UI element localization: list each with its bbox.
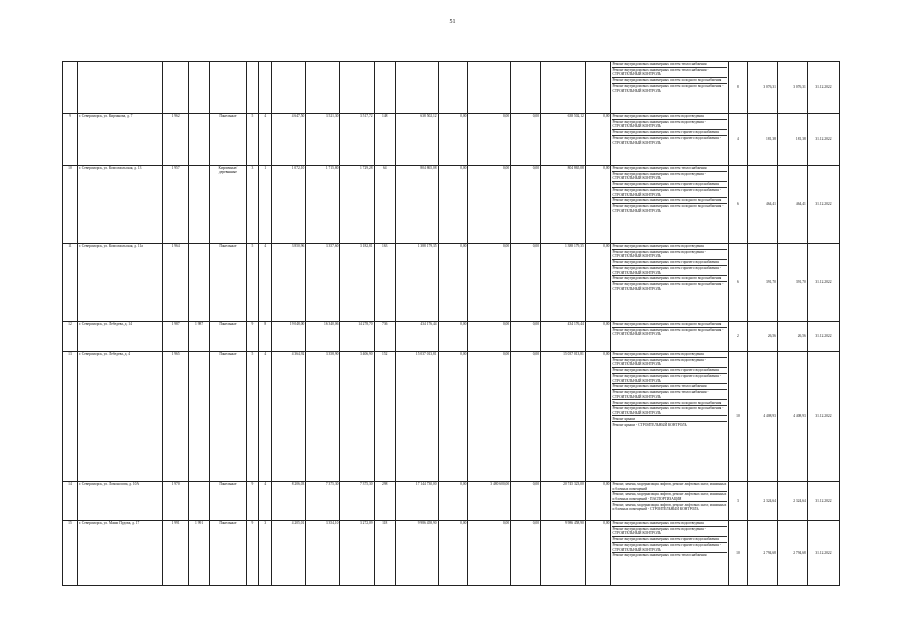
regional-budget-cell: 0,00 <box>468 244 511 322</box>
total-area-cell: 1 072,10 <box>272 166 306 244</box>
year-built-cell: 1 962 <box>163 114 189 166</box>
address-cell: г. Североморск, ул. Кирчанова, д. 7 <box>77 114 162 166</box>
limit-per-sqm-cell: 2 794,68 <box>777 521 807 586</box>
entrances-cell: 4 <box>259 114 272 166</box>
year-built-cell: 1 965 <box>163 352 189 482</box>
work-item: Ремонт внутридомовых инженерных систем водоотведения - СТРОИТЕЛЬНЫЙ КОНТРОЛЬ <box>612 120 726 130</box>
other-funds-cell: 0,00 <box>585 521 611 586</box>
year-built-cell: 1 957 <box>163 166 189 244</box>
owners-funds-cell: 638 502,12 <box>541 114 586 166</box>
work-item: Ремонт внутридомовых инженерных систем водоотведения - СТРОИТЕЛЬНЫЙ КОНТРОЛЬ <box>612 250 726 260</box>
work-item: Ремонт внутридомовых инженерных систем горячего водоснабжения <box>612 537 726 543</box>
work-item: Ремонт внутридомовых инженерных систем горячего водоснабжения - СТРОИТЕЛЬНЫЙ КОНТРОЛЬ <box>612 136 721 145</box>
regional-budget-cell: 3 480 600,00 <box>468 482 511 521</box>
address-cell <box>77 62 162 114</box>
entrances-cell: 3 <box>259 521 272 586</box>
work-item: Ремонт внутридомовых инженерных систем холодного водоснабжения - СТРОИТЕЛЬНЫЙ КОНТРОЛЬ <box>612 282 724 291</box>
fund-cost-cell: 0,00 <box>438 166 468 244</box>
residents-cell: 118 <box>374 521 395 586</box>
local-budget-cell: 0,00 <box>511 322 541 352</box>
work-item: Ремонт внутридомовых инженерных систем горячего водоснабжения - СТРОИТЕЛЬНЫЙ КОНТРОЛЬ <box>612 374 726 384</box>
residents-cell: 152 <box>374 352 395 482</box>
works-list-cell <box>611 114 728 166</box>
residential-area-cell: 3 272,09 <box>340 521 374 586</box>
deadline-cell: 31.12.2022 <box>807 482 839 521</box>
work-item: Ремонт внутридомовых инженерных систем водоотведения <box>612 244 726 250</box>
works-list-cell <box>611 352 728 482</box>
year-commissioned-cell <box>188 62 209 114</box>
works-list-cell <box>611 62 728 114</box>
year-built-cell: 1 991 <box>163 521 189 586</box>
work-item: Ремонт внутридомовых инженерных систем холодного водоснабжения - СТРОИТЕЛЬНЫЙ КОНТРОЛЬ <box>612 406 726 416</box>
address-cell: г. Североморск, ул. Лебедева, д. 14 <box>77 322 162 352</box>
local-budget-cell: 0,00 <box>511 521 541 586</box>
page-number: 51 <box>449 19 456 25</box>
works-count-cell: 10 <box>728 352 747 482</box>
year-built-cell: 1 964 <box>163 244 189 322</box>
regional-budget-cell: 0,00 <box>468 521 511 586</box>
deadline-cell: 31.12.2022 <box>807 322 839 352</box>
work-item: Ремонт внутридомовых инженерных систем водоотведения <box>612 352 726 358</box>
cost-per-sqm-cell: 4 408,93 <box>748 352 778 482</box>
owners-funds-cell: 20 745 323,00 <box>541 482 586 521</box>
work-item: Ремонт внутридомовых инженерных систем теплоснабжения - СТРОИТЕЛЬНЫЙ КОНТРОЛЬ <box>612 68 726 78</box>
living-area-cell: 7 375,30 <box>306 482 340 521</box>
row-number: 14 <box>63 482 78 521</box>
work-item: Ремонт крыши <box>612 416 726 422</box>
works-list-cell <box>611 166 728 244</box>
limit-per-sqm-cell: 181,38 <box>777 114 807 166</box>
owners-funds-cell: 804 865,08 <box>541 166 586 244</box>
residents-cell <box>374 62 395 114</box>
works-count-cell: 4 <box>728 114 747 166</box>
work-item: Ремонт внутридомовых инженерных систем теплоснабжения <box>612 62 726 68</box>
total-cost-cell: 638 502,12 <box>395 114 438 166</box>
wall-material-cell <box>210 62 246 114</box>
work-item: Ремонт внутридомовых инженерных систем теплоснабжения <box>612 166 726 172</box>
floors-cell: 5 <box>246 114 259 166</box>
fund-cost-cell: 0,00 <box>438 244 468 322</box>
table-row <box>63 482 840 521</box>
deadline-cell: 31.12.2022 <box>807 62 839 114</box>
work-item: Ремонт внутридомовых инженерных систем водоотведения - СТРОИТЕЛЬНЫЙ КОНТРОЛЬ <box>612 527 726 537</box>
floors-cell: 5 <box>246 352 259 482</box>
work-item: Ремонт внутридомовых инженерных систем водоотведения - СТРОИТЕЛЬНЫЙ КОНТРОЛЬ <box>612 358 726 368</box>
repair-program-table <box>62 61 840 586</box>
cost-per-sqm-cell: 464,41 <box>748 166 778 244</box>
living-area-cell: 3 357,60 <box>306 244 340 322</box>
living-area-cell: 1 715,80 <box>306 166 340 244</box>
total-cost-cell <box>395 62 438 114</box>
work-item: Ремонт внутридомовых инженерных систем водоотведения - СТРОИТЕЛЬНЫЙ КОНТРОЛЬ <box>612 172 726 182</box>
living-area-cell: 3 354,10 <box>306 521 340 586</box>
residential-area-cell: 7 375,30 <box>340 482 374 521</box>
works-list-cell <box>611 322 728 352</box>
wall-material-cell: Панельные <box>210 244 246 322</box>
work-item: Ремонт внутридомовых инженерных систем холодного водоснабжения <box>612 400 726 406</box>
work-item: Ремонт внутридомовых инженерных систем горячего водоснабжения <box>612 368 726 374</box>
deadline-cell: 31.12.2022 <box>807 244 839 322</box>
work-item: Ремонт внутридомовых инженерных систем теплоснабжения <box>612 384 726 390</box>
work-item: Ремонт внутридомовых инженерных систем холодного водоснабжения - СТРОИТЕЛЬНЫЙ КОНТРОЛЬ <box>612 84 724 93</box>
address-cell: г. Североморск, ул. Комсомольская, д. 11а <box>77 244 162 322</box>
living-area-cell <box>306 62 340 114</box>
row-number <box>63 62 78 114</box>
regional-budget-cell: 0,00 <box>468 322 511 352</box>
other-funds-cell: 0,00 <box>585 114 611 166</box>
work-item: Ремонт внутридомовых инженерных систем теплоснабжения <box>612 553 707 558</box>
owners-funds-cell: 15 037 013,81 <box>541 352 586 482</box>
works-count-cell: 6 <box>728 166 747 244</box>
work-item: Ремонт внутридомовых инженерных систем холодного водоснабжения <box>612 322 726 328</box>
floors-cell: 9 <box>246 521 259 586</box>
entrances-cell: 4 <box>259 352 272 482</box>
fund-cost-cell: 0,00 <box>438 114 468 166</box>
deadline-cell: 31.12.2022 <box>807 114 839 166</box>
cost-per-sqm-cell: 2 324,64 <box>748 482 778 521</box>
other-funds-cell: 0,00 <box>585 352 611 482</box>
regional-budget-cell <box>468 62 511 114</box>
works-count-cell: 8 <box>728 62 747 114</box>
floors-cell: 5 <box>246 244 259 322</box>
fund-cost-cell <box>438 62 468 114</box>
row-number: 13 <box>63 352 78 482</box>
residential-area-cell: 1 729,28 <box>340 166 374 244</box>
address-cell: г. Североморск, ул. Комсомольская, д. 13 <box>77 166 162 244</box>
owners-funds-cell <box>541 62 586 114</box>
work-item: Ремонт внутридомовых инженерных систем горячего водоснабжения <box>612 182 726 188</box>
deadline-cell: 31.12.2022 <box>807 521 839 586</box>
works-count-cell: 2 <box>728 322 747 352</box>
owners-funds-cell: 1 388 179,35 <box>541 244 586 322</box>
deadline-cell: 31.12.2022 <box>807 166 839 244</box>
residential-area-cell: 3 182,81 <box>340 244 374 322</box>
other-funds-cell <box>585 62 611 114</box>
owners-funds-cell: 9 986 458,90 <box>541 521 586 586</box>
work-item: Ремонт внутридомовых инженерных систем горячего водоснабжения - СТРОИТЕЛЬНЫЙ КОНТРОЛЬ <box>612 543 726 553</box>
limit-per-sqm-cell: 3 076,31 <box>777 62 807 114</box>
residential-area-cell <box>340 62 374 114</box>
residential-area-cell: 3 406,90 <box>340 352 374 482</box>
work-item: Ремонт внутридомовых инженерных систем холодного водоснабжения <box>612 276 726 282</box>
work-item: Ремонт, замена, модернизация лифтов, ремонт лифтовых шахт, машинных и блочных помещений - ПАСПОРТИЗАЦИЯ <box>612 492 727 501</box>
entrances-cell: 8 <box>259 322 272 352</box>
wall-material-cell: Панельные <box>210 322 246 352</box>
year-commissioned-cell: 1 991 <box>188 521 209 586</box>
year-commissioned-cell <box>188 114 209 166</box>
floors-cell: 9 <box>246 482 259 521</box>
fund-cost-cell: 0,00 <box>438 521 468 586</box>
table-row <box>63 322 840 352</box>
works-count-cell: 6 <box>728 244 747 322</box>
local-budget-cell: 0,00 <box>511 352 541 482</box>
work-item: Ремонт внутридомовых инженерных систем горячего водоснабжения - СТРОИТЕЛЬНЫЙ КОНТРОЛЬ <box>612 188 726 198</box>
limit-per-sqm-cell: 464,41 <box>777 166 807 244</box>
address-cell: г. Североморск, ул. Ломоносова, д. 10А <box>77 482 162 521</box>
table-row <box>63 62 840 114</box>
wall-material-cell: Панельные <box>210 482 246 521</box>
work-item: Ремонт крыши - СТРОИТЕЛЬНЫЙ КОНТРОЛЬ <box>612 422 687 427</box>
other-funds-cell: 0,00 <box>585 166 611 244</box>
floors-cell: 9 <box>246 322 259 352</box>
wall-material-cell: Панельные <box>210 352 246 482</box>
limit-per-sqm-cell: 391,70 <box>777 244 807 322</box>
year-built-cell: 1 987 <box>163 322 189 352</box>
total-area-cell <box>272 62 306 114</box>
residents-cell: 64 <box>374 166 395 244</box>
wall-material-cell: Панельные <box>210 114 246 166</box>
cost-per-sqm-cell: 181,38 <box>748 114 778 166</box>
total-cost-cell: 15 037 013,81 <box>395 352 438 482</box>
wall-material-cell: Кирпичные/ деревянные <box>210 166 246 244</box>
row-number: 12 <box>63 322 78 352</box>
deadline-cell: 31.12.2022 <box>807 352 839 482</box>
row-number: 15 <box>63 521 78 586</box>
fund-cost-cell: 0,00 <box>438 482 468 521</box>
year-built-cell <box>163 62 189 114</box>
work-item: Ремонт внутридомовых инженерных систем холодного водоснабжения - СТРОИТЕЛЬНЫЙ КОНТРОЛЬ <box>612 204 724 213</box>
row-number: 11 <box>63 244 78 322</box>
works-list-cell <box>611 482 728 521</box>
other-funds-cell: 0,00 <box>585 244 611 322</box>
work-item: Ремонт, замена, модернизация лифтов, ремонт лифтовых шахт, машинных и блочных помещений <box>612 482 727 491</box>
living-area-cell: 3 521,30 <box>306 114 340 166</box>
work-item: Ремонт внутридомовых инженерных систем горячего водоснабжения - СТРОИТЕЛЬНЫЙ КОНТРОЛЬ <box>612 266 726 276</box>
work-item: Ремонт внутридомовых инженерных систем водоотведения <box>612 521 726 527</box>
residential-area-cell: 3 517,72 <box>340 114 374 166</box>
cost-per-sqm-cell: 26,56 <box>748 322 778 352</box>
regional-budget-cell: 0,00 <box>468 166 511 244</box>
total-area-cell: 4 647,50 <box>272 114 306 166</box>
table-row <box>63 114 840 166</box>
total-area-cell: 19 048,00 <box>272 322 306 352</box>
total-area-cell: 4 205,01 <box>272 521 306 586</box>
total-area-cell: 3 850,96 <box>272 244 306 322</box>
works-list-cell <box>611 521 728 586</box>
local-budget-cell: 0,00 <box>511 244 541 322</box>
local-budget-cell: 0,00 <box>511 114 541 166</box>
regional-budget-cell: 0,00 <box>468 352 511 482</box>
cost-per-sqm-cell: 391,70 <box>748 244 778 322</box>
total-cost-cell: 9 986 458,90 <box>395 521 438 586</box>
owners-funds-cell: 434 176,44 <box>541 322 586 352</box>
total-cost-cell: 434 176,44 <box>395 322 438 352</box>
work-item: Ремонт внутридомовых инженерных систем холодного водоснабжения <box>612 198 726 204</box>
row-number: 10 <box>63 166 78 244</box>
local-budget-cell: 0,00 <box>511 166 541 244</box>
residents-cell: 148 <box>374 114 395 166</box>
total-cost-cell: 1 388 179,35 <box>395 244 438 322</box>
total-area-cell: 8 206,03 <box>272 482 306 521</box>
table-row <box>63 521 840 586</box>
year-commissioned-cell <box>188 352 209 482</box>
floors-cell <box>246 62 259 114</box>
fund-cost-cell: 0,00 <box>438 352 468 482</box>
year-commissioned-cell <box>188 482 209 521</box>
living-area-cell: 16 340,06 <box>306 322 340 352</box>
row-number: 9 <box>63 114 78 166</box>
residents-cell: 298 <box>374 482 395 521</box>
entrances-cell: 4 <box>259 482 272 521</box>
local-budget-cell <box>511 62 541 114</box>
work-item: Ремонт внутридомовых инженерных систем холодного водоснабжения <box>612 78 726 84</box>
local-budget-cell: 0,00 <box>511 482 541 521</box>
residents-cell: 736 <box>374 322 395 352</box>
entrances-cell: 1 <box>259 166 272 244</box>
works-count-cell: 10 <box>728 521 747 586</box>
cost-per-sqm-cell: 3 076,31 <box>748 62 778 114</box>
works-count-cell: 3 <box>728 482 747 521</box>
works-list-cell <box>611 244 728 322</box>
table-row <box>63 166 840 244</box>
year-commissioned-cell <box>188 166 209 244</box>
total-cost-cell: 17 144 730,00 <box>395 482 438 521</box>
residents-cell: 163 <box>374 244 395 322</box>
wall-material-cell: Панельные <box>210 521 246 586</box>
work-item: Ремонт, замена, модернизация лифтов, ремонт лифтовых шахт, машинных и блочных помещений - СТРОИТЕЛЬНЫЙ КОНТРОЛЬ <box>612 502 727 511</box>
floors-cell: 3 <box>246 166 259 244</box>
entrances-cell <box>259 62 272 114</box>
other-funds-cell: 0,00 <box>585 322 611 352</box>
total-cost-cell: 804 865,08 <box>395 166 438 244</box>
entrances-cell: 4 <box>259 244 272 322</box>
year-built-cell: 1 970 <box>163 482 189 521</box>
residential-area-cell: 14 278,70 <box>340 322 374 352</box>
address-cell: г. Североморск, ул. Лебедева, д. 4 <box>77 352 162 482</box>
regional-budget-cell: 0,00 <box>468 114 511 166</box>
table-row <box>63 244 840 322</box>
work-item: Ремонт внутридомовых инженерных систем холодного водоснабжения - СТРОИТЕЛЬНЫЙ КОНТРОЛЬ <box>612 328 724 337</box>
limit-per-sqm-cell: 4 408,93 <box>777 352 807 482</box>
work-item: Ремонт внутридомовых инженерных систем теплоснабжения - СТРОИТЕЛЬНЫЙ КОНТРОЛЬ <box>612 390 726 400</box>
table-row <box>63 352 840 482</box>
other-funds-cell: 0,00 <box>585 482 611 521</box>
limit-per-sqm-cell: 2 324,64 <box>777 482 807 521</box>
work-item: Ремонт внутридомовых инженерных систем горячего водоснабжения <box>612 260 726 266</box>
total-area-cell: 4 364,92 <box>272 352 306 482</box>
work-item: Ремонт внутридомовых инженерных систем горячего водоснабжения <box>612 130 726 136</box>
year-commissioned-cell: 1 987 <box>188 322 209 352</box>
living-area-cell: 3 358,90 <box>306 352 340 482</box>
fund-cost-cell: 0,00 <box>438 322 468 352</box>
address-cell: г. Североморск, ул. Маши Пудова, д. 17 <box>77 521 162 586</box>
limit-per-sqm-cell: 26,56 <box>777 322 807 352</box>
work-item: Ремонт внутридомовых инженерных систем водоотведения <box>612 114 726 120</box>
cost-per-sqm-cell: 2 794,68 <box>748 521 778 586</box>
year-commissioned-cell <box>188 244 209 322</box>
